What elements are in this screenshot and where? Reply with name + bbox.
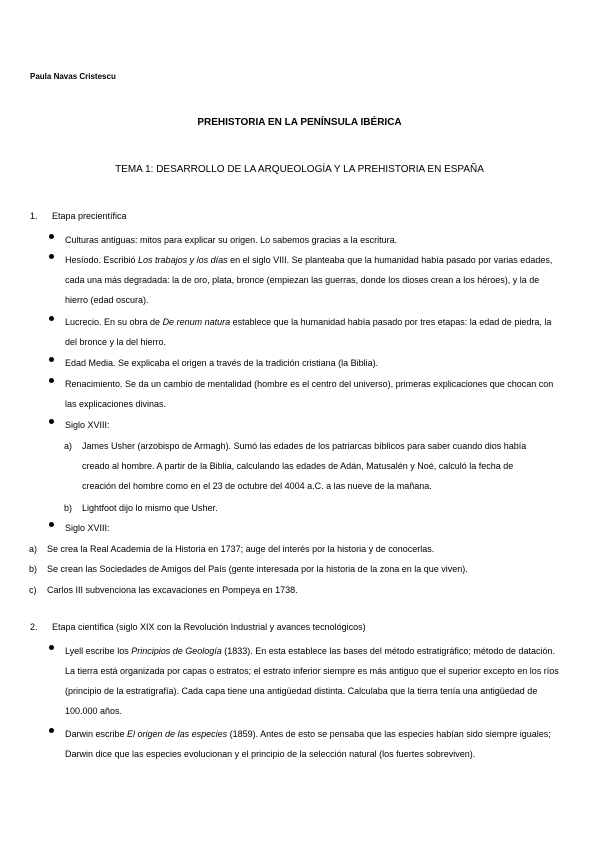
item-text: Renacimiento. Se da un cambio de mentalidad (hombre es el centro del universo), primeras explicaciones que chocan con las explicaciones divinas. bbox=[65, 379, 554, 409]
section-heading bbox=[30, 621, 366, 634]
bullet-icon bbox=[49, 254, 54, 259]
document-subtitle: TEMA 1: DESARROLLO DE LA ARQUEOLOGÍA Y LA PREHISTORIA EN ESPAÑA bbox=[115, 164, 484, 175]
bullet-icon bbox=[49, 234, 54, 239]
sub-item bbox=[29, 580, 547, 600]
bullet-icon bbox=[49, 419, 54, 424]
list-item bbox=[65, 518, 560, 538]
item-text: Lyell escribe los Principios de Geología (1833). En esta establece las bases del método estratigráfico; método de datación. La tierra está organizada por capas o estratos; el estrato inferior siempre es más antiguo que el superior excepto en los ríos (principio de la estratigrafía). Cada capa tiene una antigüedad distinta. Calculaba que la tierra tenía una antigüedad de 100.000 años. bbox=[65, 646, 559, 716]
section-heading bbox=[30, 210, 127, 223]
sub-item-label: b) bbox=[29, 564, 38, 574]
list-item bbox=[65, 250, 560, 310]
list-item bbox=[65, 374, 560, 414]
sub-item-label: a) bbox=[64, 441, 73, 451]
sub-item-label: b) bbox=[64, 503, 73, 513]
item-text: Siglo XVIII: bbox=[65, 523, 110, 533]
item-text: Culturas antiguas: mitos para explicar su origen. Lo sabemos gracias a la escritura. bbox=[65, 235, 398, 245]
author-name: Paula Navas Cristescu bbox=[30, 72, 116, 81]
bullet-icon bbox=[49, 357, 54, 362]
list-item bbox=[65, 415, 560, 435]
list-item bbox=[65, 724, 560, 764]
sub-item-text: Lightfoot dijo lo mismo que Usher. bbox=[82, 503, 218, 513]
sub-item-text: Se crean las Sociedades de Amigos del País (gente interesada por la historia de la zona en la que viven). bbox=[47, 564, 468, 574]
list-item bbox=[65, 312, 560, 352]
bullet-icon bbox=[49, 522, 54, 527]
section-title: Etapa científica (siglo XIX con la Revolución Industrial y avances tecnológicos) bbox=[52, 622, 366, 632]
bullet-icon bbox=[49, 728, 54, 733]
sub-item bbox=[29, 559, 547, 579]
item-text: Edad Media. Se explicaba el origen a través de la tradición cristiana (la Biblia). bbox=[65, 358, 379, 368]
item-text: Hesíodo. Escribió Los trabajos y los días en el siglo VIII. Se planteaba que la humanidad había pasado por varias edades, cada una más degradada: la de oro, plata, bronce (empiezan las guerras, donde los dioses crean a los héroes), y la de hierro (edad oscura). bbox=[65, 255, 553, 305]
sub-item-label: c) bbox=[29, 585, 37, 595]
bullet-icon bbox=[49, 316, 54, 321]
sub-item bbox=[64, 436, 532, 496]
list-item bbox=[65, 641, 560, 721]
section-title: Etapa precientífica bbox=[52, 211, 127, 221]
list-item bbox=[65, 230, 560, 250]
list-item bbox=[65, 353, 560, 373]
document-title: PREHISTORIA EN LA PENÍNSULA IBÉRICA bbox=[197, 117, 402, 128]
sub-item bbox=[64, 498, 532, 518]
item-text: Lucrecio. En su obra de De renum natura establece que la humanidad había pasado por tres etapas: la edad de piedra, la del bronce y la del hierro. bbox=[65, 317, 552, 347]
sub-item bbox=[29, 539, 547, 559]
bullet-icon bbox=[49, 645, 54, 650]
item-text: Darwin escribe El origen de las especies (1859). Antes de esto se pensaba que las especies habían sido siempre iguales; Darwin dice que las especies evolucionan y el principio de la selección natural (los fuertes sobreviven). bbox=[65, 729, 551, 759]
section-number: 2. bbox=[30, 622, 38, 632]
sub-item-text: Se crea la Real Academia de la Historia en 1737; auge del interés por la historia y de conocerlas. bbox=[47, 544, 435, 554]
bullet-icon bbox=[49, 378, 54, 383]
sub-item-label: a) bbox=[29, 544, 38, 554]
section-number: 1. bbox=[30, 211, 38, 221]
sub-item-text: Carlos III subvenciona las excavaciones en Pompeya en 1738. bbox=[47, 585, 298, 595]
sub-item-text: James Usher (arzobispo de Armagh). Sumó las edades de los patriarcas bíblicos para saber cuando dios había creado al hombre. A partir de la Biblia, calculando las edades de Adán, Matusalén y Noé, calculó la fecha de creación del hombre como en el 23 de octubre del 4004 a.C. a las nueve de la mañana. bbox=[82, 441, 527, 491]
item-text: Siglo XVIII: bbox=[65, 420, 110, 430]
